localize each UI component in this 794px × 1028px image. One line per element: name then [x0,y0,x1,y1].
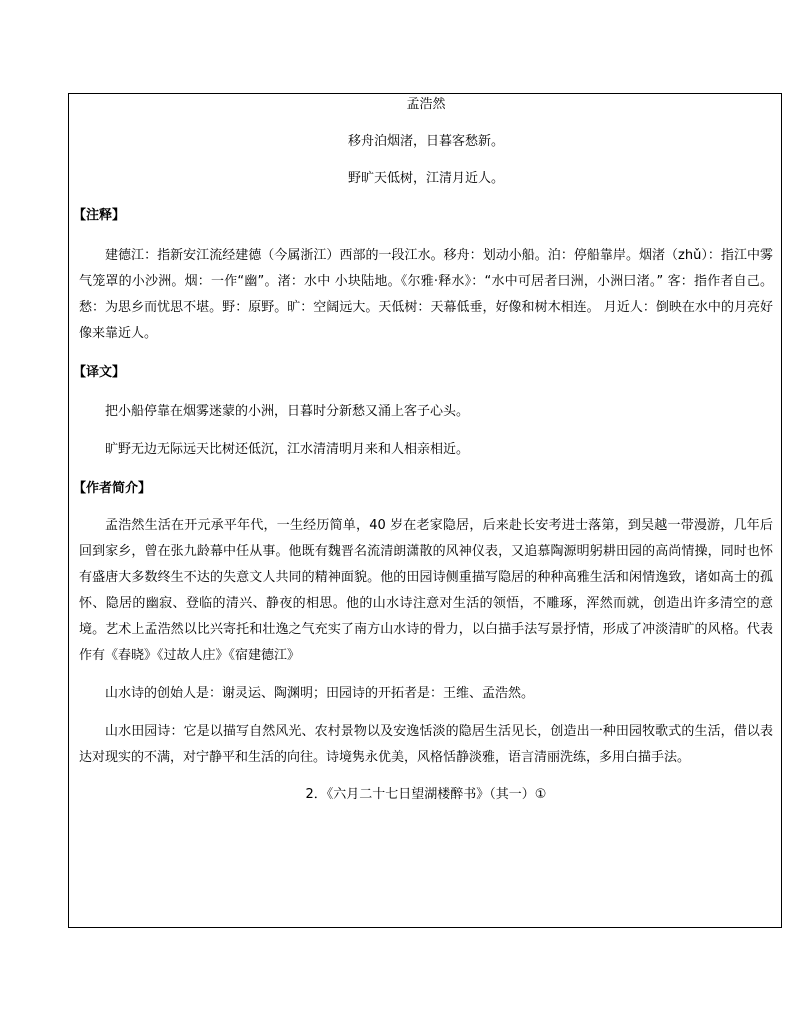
content-frame [68,93,782,928]
poem-author: 孟浩然 [406,97,446,112]
author-intro-paragraph-1: 孟浩然生活在开元承平年代，一生经历简单，40 岁在老家隐居，后来赴长安考进士落第，到吴越一带漫游，几年后回到家乡，曾在张九龄幕中任从事。他既有魏晋名流清朗潇散的风神仪表，又追慕陶源明躬耕田园的高尚情操，同时也怀有盛唐大多数终生不达的失意文人共同的精神面貌。他的田园诗侧重描写隐居的种种高雅生活和闲情逸致，诸如高士的孤怀、隐居的幽寂、登临的清兴、静夜的相思。他的山水诗注意对生活的领悟，不雕琢，浑然而就，创造出许多清空的意境。艺术上孟浩然以比兴寄托和壮逸之气充实了南方山水诗的骨力，以白描手法写景抒情，形成了冲淡清旷的风格。代表作有《春晓》《过故人庄》《宿建德江》 [79,518,773,663]
document-body [73,94,773,805]
author-intro-paragraph-3: 山水田园诗：它是以描写自然风光、农村景物以及安逸恬淡的隐居生活见长，创造出一种田园牧歌式的生活，借以表达对现实的不满，对宁静平和生活的向往。诗境隽永优美，风格恬静淡雅，语言清丽洗练，多用白描手法。 [79,724,773,765]
notes-heading: 【注释】 [73,208,126,223]
translation-paragraph-2: 旷野无边无际远天比树还低沉，江水清清明月来和人相亲相近。 [105,442,470,457]
translation-paragraph-1: 把小船停靠在烟雾迷蒙的小洲，日暮时分新愁又涌上客子心头。 [105,404,470,419]
notes-text: 建德江：指新安江流经建德（今属浙江）西部的一段江水。移舟：划动小船。泊：停船靠岸。烟渚（zhǔ）：指江中雾气笼罩的小沙洲。烟：一作“幽”。渚：水中 小块陆地。《尔雅·释水》：“水中可居者曰洲，小洲曰渚。” 客：指作者自己。愁：为思乡而忧思不堪。野：原野。旷：空阔远大。天低树：天幕低垂，好像和树木相连。 月近人：倒映在水中的月亮好像来靠近人。 [79,248,773,341]
poem-line-2: 野旷天低树，江清月近人。 [347,171,504,186]
poem-line-1: 移舟泊烟渚，日暮客愁新。 [347,134,504,149]
next-poem-title: 2．《六月二十七日望湖楼醉书》（其一）① [305,787,547,802]
translation-heading: 【译文】 [73,365,126,380]
author-intro-paragraph-2: 山水诗的创始人是：谢灵运、陶渊明；田园诗的开拓者是：王维、孟浩然。 [105,686,535,701]
author-intro-heading: 【作者简介】 [73,481,152,496]
